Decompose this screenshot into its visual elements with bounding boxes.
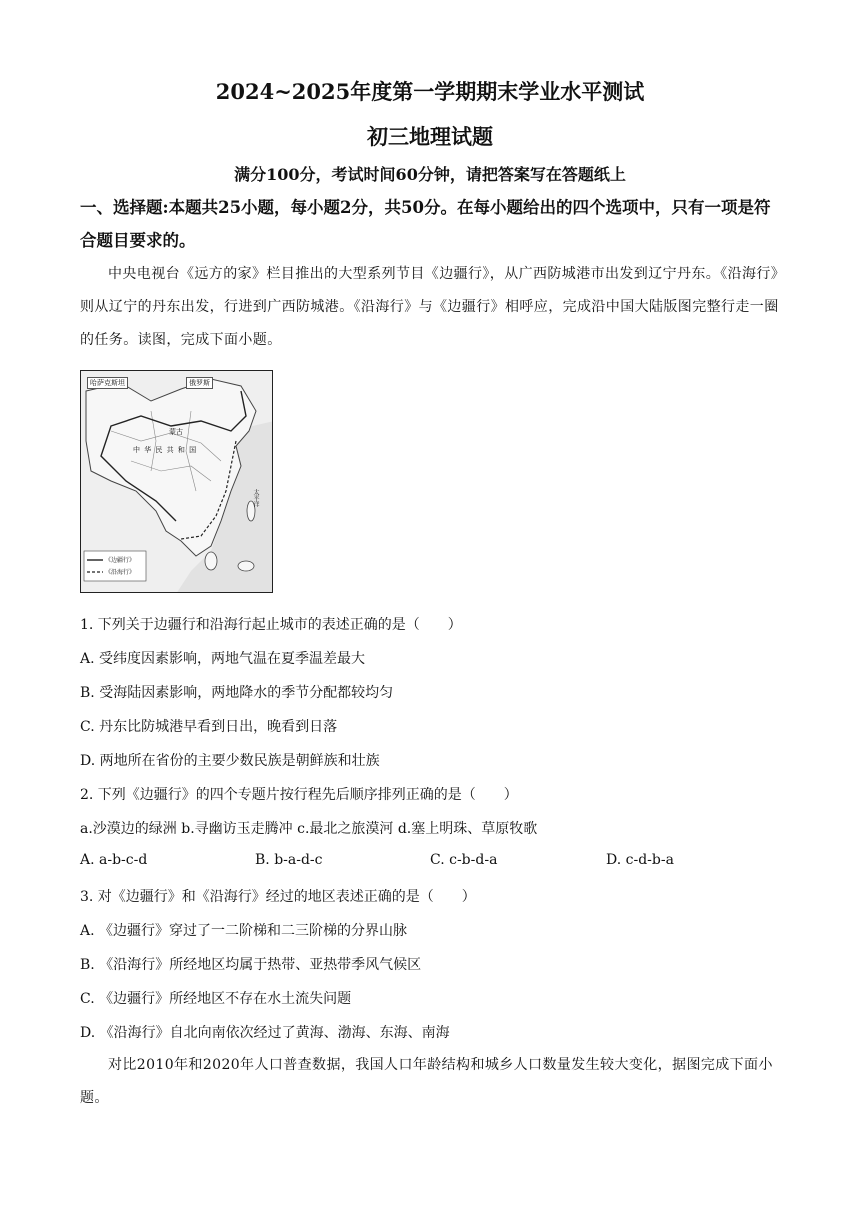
question-3-option-a: A. 《边疆行》穿过了一二阶梯和二三阶梯的分界山脉	[80, 923, 408, 939]
question-2-stem: 2. 下列《边疆行》的四个专题片按行程先后顺序排列正确的是（ ）	[80, 787, 518, 803]
map-label-pacific: 太平洋	[252, 489, 259, 507]
subject-title: 初三地理试题	[367, 124, 493, 149]
map-label-china: 中 华 民 共 和 国	[133, 446, 198, 454]
china-route-map	[80, 370, 273, 593]
question-1-option-c: C. 丹东比防城港早看到日出，晚看到日落	[80, 719, 338, 735]
map-label-kazakhstan: 哈萨克斯坦	[87, 377, 128, 389]
exam-title: 2024~2025年度第一学期期末学业水平测试	[215, 79, 645, 104]
question-2-option-a: A. a-b-c-d	[80, 852, 148, 868]
map-label-mongolia: 蒙古	[169, 428, 183, 436]
exam-instructions: 满分100分，考试时间60分钟，请把答案写在答题纸上	[234, 165, 626, 184]
map-label-russia: 俄罗斯	[186, 377, 213, 389]
question-1-option-a: A. 受纬度因素影响，两地气温在夏季温差最大	[80, 651, 366, 667]
passage-1: 中央电视台《远方的家》栏目推出的大型系列节目《边疆行》，从广西防城港市出发到辽宁丹东。《沿海行》则从辽宁的丹东出发，行进到广西防城港。《沿海行》与《边疆行》相呼应，完成沿中国大陆版图完整行走一圈的任务。读图，完成下面小题。	[80, 266, 779, 348]
question-3-option-b: B. 《沿海行》所经地区均属于热带、亚热带季风气候区	[80, 957, 422, 973]
question-1-stem: 1. 下列关于边疆行和沿海行起止城市的表述正确的是（ ）	[80, 617, 462, 633]
question-1-option-b: B. 受海陆因素影响，两地降水的季节分配都较均匀	[80, 685, 394, 701]
question-3-option-c: C. 《边疆行》所经地区不存在水土流失问题	[80, 991, 352, 1007]
legend-coastal-route: 《沿海行》	[105, 569, 136, 576]
question-2-items: a.沙漠边的绿洲 b.寻幽访玉走腾冲 c.最北之旅漠河 d.塞上明珠、草原牧歌	[80, 821, 538, 837]
question-3-stem: 3. 对《边疆行》和《沿海行》经过的地区表述正确的是（ ）	[80, 889, 476, 905]
passage-2: 对比2010年和2020年人口普查数据，我国人口年龄结构和城乡人口数量发生较大变化，据图完成下面小题。	[80, 1057, 773, 1106]
question-3-option-d: D. 《沿海行》自北向南依次经过了黄海、渤海、东海、南海	[80, 1025, 450, 1041]
legend-border-route: 《边疆行》	[105, 557, 136, 564]
question-2-option-d: D. c-d-b-a	[606, 852, 674, 868]
question-1-option-d: D. 两地所在省份的主要少数民族是朝鲜族和壮族	[80, 753, 380, 769]
section-heading: 一、选择题:本题共25小题，每小题2分，共50分。在每小题给出的四个选项中，只有一项是符合题目要求的。	[80, 198, 771, 250]
question-2-option-c: C. c-b-d-a	[430, 852, 498, 868]
question-2-option-b: B. b-a-d-c	[255, 852, 323, 868]
